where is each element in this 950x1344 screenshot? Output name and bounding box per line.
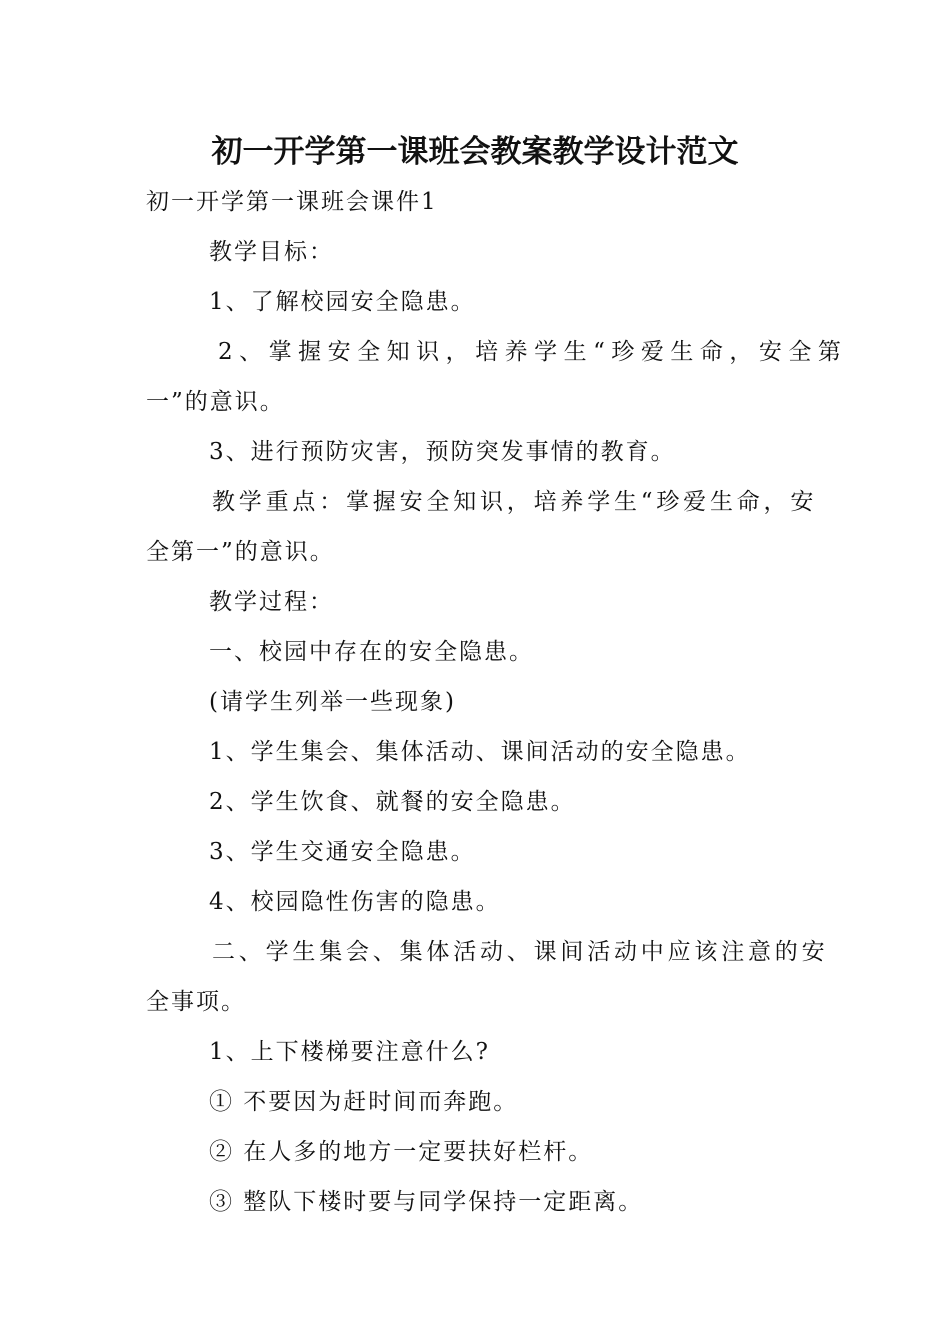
paragraph-key-points: 教学重点：掌握安全知识，培养学生“珍爱生命，安 (212, 489, 818, 515)
paragraph-note: (请学生列举一些现象) (209, 689, 456, 715)
paragraph-section-1: 一、校园中存在的安全隐患。 (209, 639, 534, 665)
paragraph-item-1: 1、学生集会、集体活动、课间活动的安全隐患。 (209, 739, 751, 765)
paragraph-goal-1: 1、了解校园安全隐患。 (209, 289, 476, 315)
paragraph-section-2-continued: 全事项。 (146, 989, 246, 1015)
paragraph-item-4: 4、校园隐性伤害的隐患。 (209, 889, 501, 915)
paragraph-stairs-question: 1、上下楼梯要注意什么? (209, 1039, 490, 1065)
paragraph-goal-2: 2、掌握安全知识，培养学生“珍爱生命，安全第 (218, 339, 848, 365)
document-title: 初一开学第一课班会教案教学设计范文 (211, 134, 739, 170)
paragraph-stairs-point-2: ② 在人多的地方一定要扶好栏杆。 (209, 1139, 594, 1165)
paragraph-item-3: 3、学生交通安全隐患。 (209, 839, 476, 865)
paragraph-goal-3: 3、进行预防灾害，预防突发事情的教育。 (209, 439, 676, 465)
paragraph-goal-2-continued: 一”的意识。 (146, 389, 285, 415)
paragraph-teaching-goals-heading: 教学目标： (209, 239, 334, 265)
paragraph-stairs-point-3: ③ 整队下楼时要与同学保持一定距离。 (209, 1189, 644, 1215)
paragraph-section-2: 二、学生集会、集体活动、课间活动中应该注意的安 (212, 939, 829, 965)
paragraph-item-2: 2、学生饮食、就餐的安全隐患。 (209, 789, 576, 815)
paragraph-key-points-continued: 全第一”的意识。 (146, 539, 335, 565)
paragraph-process-heading: 教学过程： (209, 589, 334, 615)
document-subtitle: 初一开学第一课班会课件1 (146, 189, 438, 215)
paragraph-stairs-point-1: ① 不要因为赶时间而奔跑。 (209, 1089, 519, 1115)
